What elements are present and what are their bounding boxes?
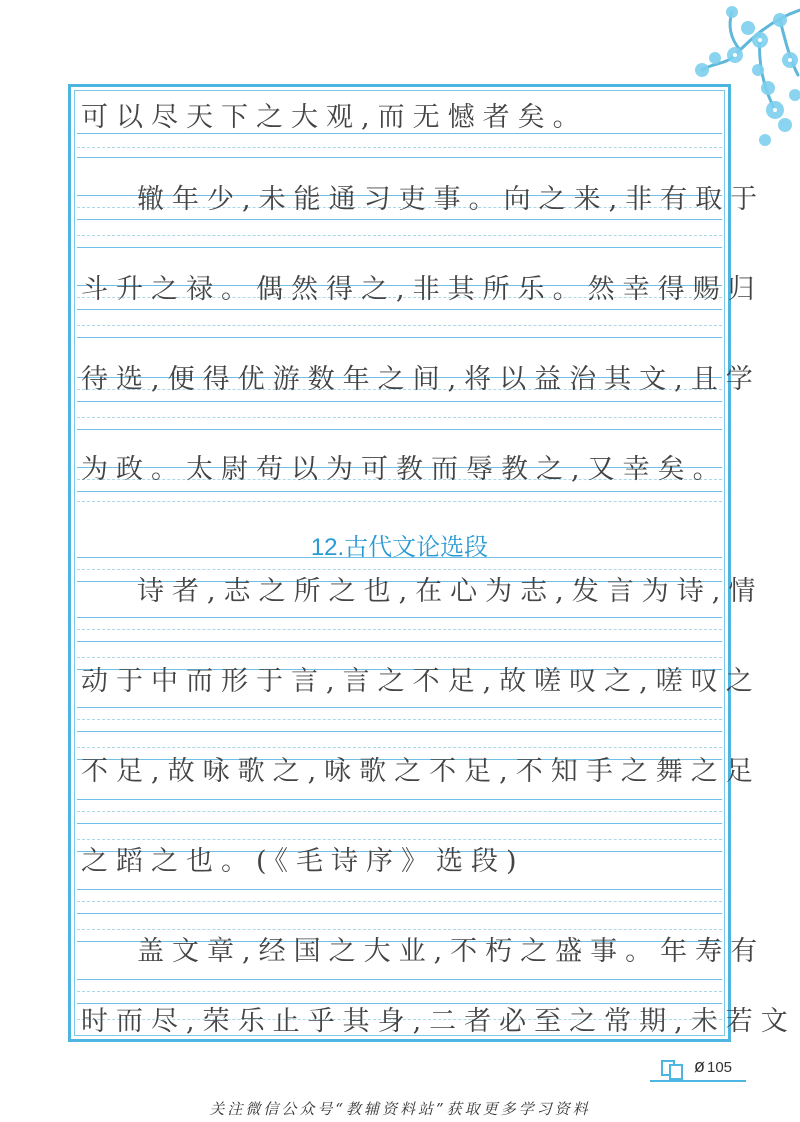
rule-line bbox=[77, 707, 722, 708]
guide-line bbox=[77, 747, 722, 748]
guide-line bbox=[77, 147, 722, 148]
footer-bar bbox=[650, 1080, 746, 1082]
rule-line bbox=[77, 979, 722, 980]
practice-sheet-frame bbox=[68, 84, 796, 1042]
text-line: 辙年少,未能通习吏事。向之来,非有取于 bbox=[137, 184, 766, 215]
bottom-note: 关注微信公众号“教辅资料站”获取更多学习资料 bbox=[209, 1100, 591, 1118]
guide-line bbox=[77, 569, 722, 570]
page-number bbox=[694, 1056, 732, 1077]
rule-line bbox=[77, 219, 722, 220]
rule-line bbox=[77, 157, 722, 158]
rule-line bbox=[77, 641, 722, 642]
text-line: 之蹈之也。(《毛诗序》选段) bbox=[81, 846, 525, 877]
rule-line bbox=[77, 337, 722, 338]
text-line: 待选,便得优游数年之间,将以益治其文,且学 bbox=[81, 364, 761, 395]
rule-line bbox=[77, 1003, 722, 1004]
text-line: 为政。太尉苟以为可教而辱教之,又幸矣。 bbox=[81, 454, 728, 485]
text-line: 诗者,志之所之也,在心为志,发言为诗,情 bbox=[137, 576, 764, 607]
rule-line bbox=[77, 913, 722, 914]
text-line: 不足,故咏歌之,咏歌之不足,不知手之舞之足 bbox=[81, 756, 761, 787]
rule-line bbox=[77, 309, 722, 310]
guide-line bbox=[77, 991, 722, 992]
rule-line bbox=[77, 133, 722, 134]
guide-line bbox=[77, 901, 722, 902]
guide-line bbox=[77, 657, 722, 658]
guide-line bbox=[77, 629, 722, 630]
guide-line bbox=[77, 811, 722, 812]
rule-line bbox=[77, 731, 722, 732]
rule-line bbox=[77, 491, 722, 492]
ruled-lines bbox=[77, 87, 796, 1039]
page-number-value: 105 bbox=[707, 1059, 733, 1076]
rule-line bbox=[77, 401, 722, 402]
guide-line bbox=[77, 417, 722, 418]
guide-line bbox=[77, 325, 722, 326]
rule-line bbox=[77, 247, 722, 248]
rule-line bbox=[77, 617, 722, 618]
text-line: 盖文章,经国之大业,不朽之盛事。年寿有 bbox=[137, 936, 766, 967]
rule-line bbox=[77, 823, 722, 824]
text-line: 可以尽天下之大观,而无憾者矣。 bbox=[81, 102, 588, 133]
guide-line bbox=[77, 839, 722, 840]
text-line: 斗升之禄。偶然得之,非其所乐。然幸得赐归 bbox=[81, 274, 763, 305]
guide-line bbox=[77, 235, 722, 236]
text-line: 时而尽,荣乐止乎其身,二者必至之常期,未若文 bbox=[81, 1006, 796, 1037]
rule-line bbox=[77, 889, 722, 890]
rule-line bbox=[77, 429, 722, 430]
rule-line bbox=[77, 799, 722, 800]
page-symbol: ø bbox=[694, 1056, 705, 1076]
section-title: 12.古代文论选段 bbox=[310, 534, 489, 561]
text-line: 动于中而形于言,言之不足,故嗟叹之,嗟叹之 bbox=[81, 666, 761, 697]
guide-line bbox=[77, 501, 722, 502]
guide-line bbox=[77, 929, 722, 930]
page-corner-icon bbox=[660, 1058, 686, 1080]
guide-line bbox=[77, 719, 722, 720]
